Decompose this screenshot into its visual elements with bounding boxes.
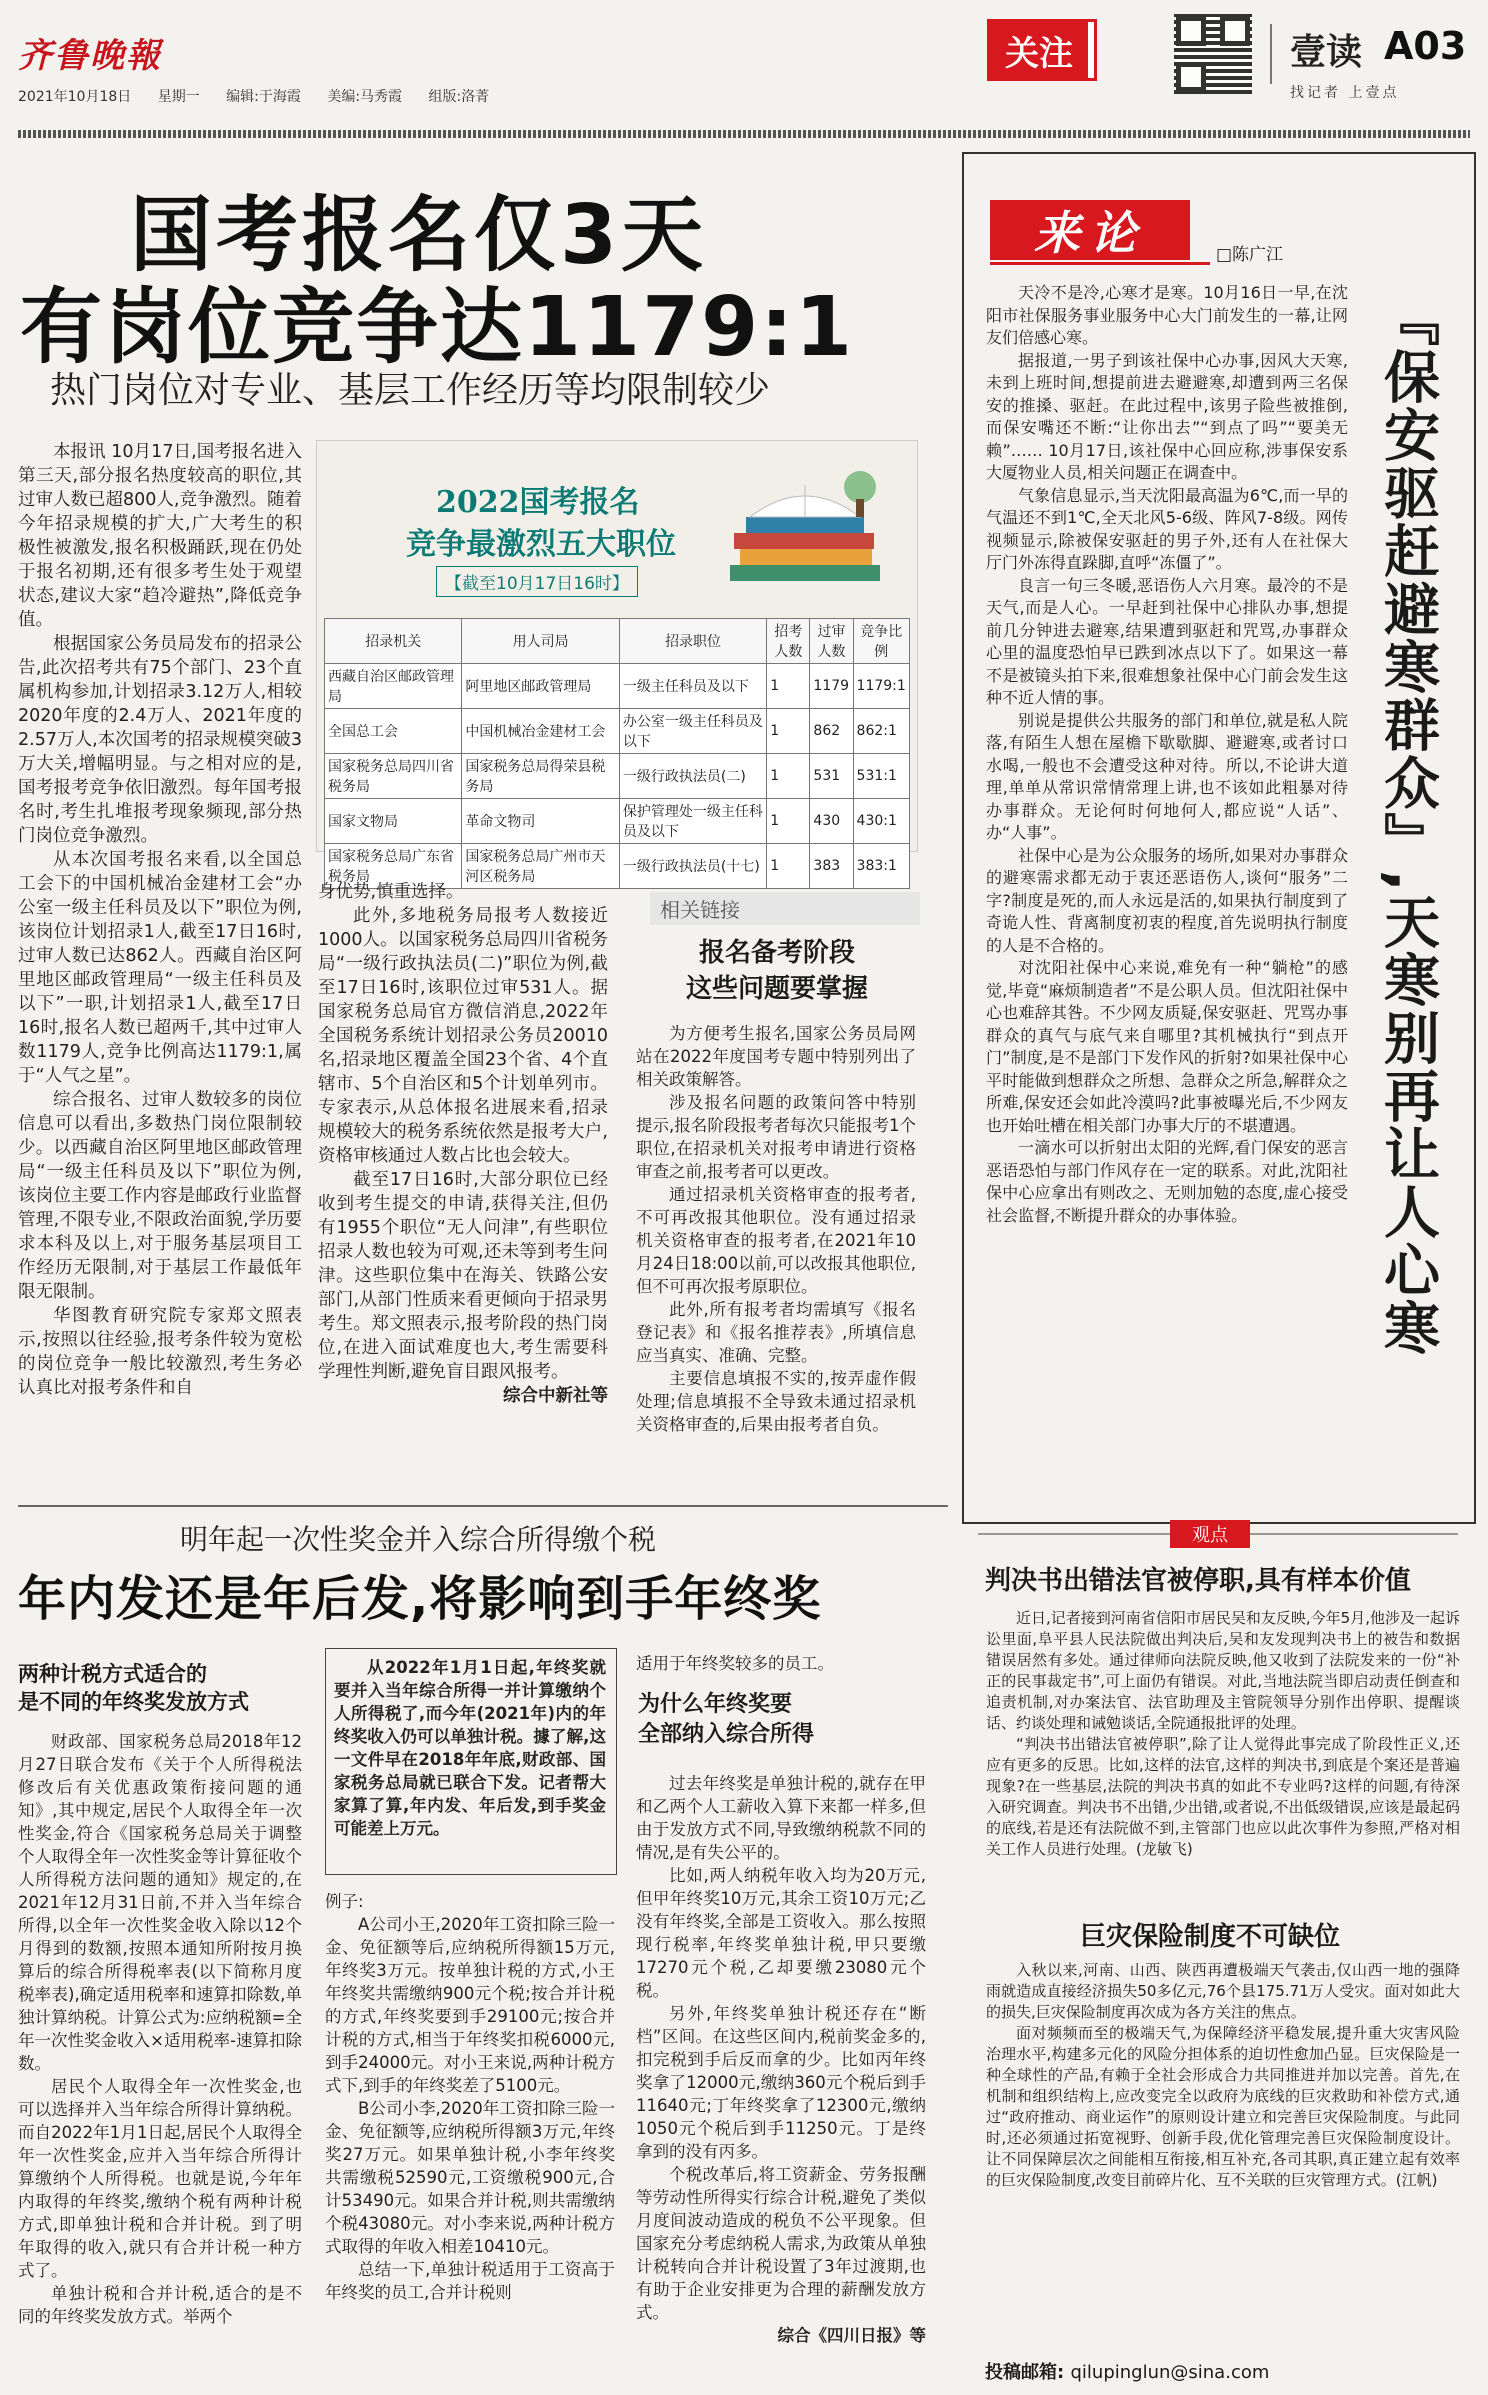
table-cell: 西藏自治区邮政管理局 bbox=[325, 664, 462, 709]
table-header: 招录职位 bbox=[619, 619, 766, 664]
email-label: 投稿邮箱: bbox=[985, 2362, 1065, 2383]
table-cell: 862 bbox=[810, 709, 853, 754]
story2-subhead-b bbox=[638, 1690, 814, 1750]
viewpoint-label: 观点 bbox=[1170, 1520, 1250, 1548]
paragraph: 从2022年1月1日起,年终奖就要并入当年综合所得一并计算缴纳个人所得税了,而今年(2021年)内的年终奖收入仍可以单独计税。據了解,这一文件早在2018年年底,财政部、国家税务总局就已联合下发。记者帮大家算了算,年内发、年后发,到手奖金可能差上万元。 bbox=[334, 1658, 606, 1838]
paragraph: 此外,所有报考者均需填写《报名登记表》和《报名推荐表》,所填信息应当真实、准确、完整。 bbox=[636, 1300, 916, 1365]
table-cell: 国家税务总局广州市天河区税务局 bbox=[462, 844, 619, 889]
paragraph: 为方便考生报名,国家公务员局网站在2022年度国考专题中特别列出了相关政策解答。 bbox=[636, 1024, 916, 1089]
story2-column-3 bbox=[636, 1772, 926, 2347]
opinion-label: 来论 bbox=[990, 200, 1190, 260]
table-cell: 1179:1 bbox=[853, 664, 909, 709]
header-rule bbox=[18, 130, 1470, 138]
table-cell: 阿里地区邮政管理局 bbox=[462, 664, 619, 709]
paragraph: 本报讯 10月17日,国考报名进入第三天,部分报名热度较高的职位,其过审人数已超800人,竞争激烈。随着今年招录规模的扩大,广大考生的积极性被激发,报名积极踊跃,现在仍处于报名初期,还有很多考生处于观望状态,建议大家“趋冷避热”,降低竞争值。 bbox=[18, 442, 302, 630]
card-title-line-2: 竞争最激烈五大职位 bbox=[406, 527, 676, 562]
paragraph: 截至17日16时,大部分职位已经收到考生提交的申请,获得关注,但仍有1955个职位“无人问津”,有些职位招录人数也较为可观,还未等到考生问津。这些职位集中在海关、铁路公安部门,从部门性质来看更倾向于招录男考生。郑文照表示,报考阶段的热门岗位,在进入面试难度也大,考生需要科学理性判断,避免盲目跟风报考。 bbox=[318, 1170, 608, 1382]
paragraph: 一滴水可以折射出太阳的光辉,看门保安的恶言恶语恐怕与部门作风存在一定的联系。对此,沈阳社保中心应拿出有则改之、无则加勉的态度,虚心接受社会监督,不断提升群众的办事体验。 bbox=[986, 1138, 1348, 1225]
table-cell: 1179 bbox=[810, 664, 853, 709]
table-cell: 保护管理处一级主任科员及以下 bbox=[619, 799, 766, 844]
lead-column-1 bbox=[18, 440, 302, 1400]
table-header: 过审人数 bbox=[810, 619, 853, 664]
table-header: 招考人数 bbox=[767, 619, 810, 664]
table-row bbox=[325, 754, 910, 799]
lead-column-2 bbox=[318, 880, 608, 1408]
opinion-headline: 『保安驱赶避寒群众』,天寒别再让人心寒 bbox=[1375, 290, 1440, 1358]
paragraph: A公司小王,2020年工资扣除三险一金、免征额等后,应纳税所得额15万元,年终奖3万元。按单独计税的方式,小王年终奖共需缴纳900元个税;按合并计税的方式,年终奖要到手29100元;按合并计税的方式,相当于年终奖扣税6000元,到手24000元。对小王来说,两种计税方式下,到手的年终奖差了5100元。 bbox=[325, 1915, 615, 2095]
lead-headline-2: 有岗位竞争达1179:1 bbox=[20, 280, 855, 375]
table-cell: 430 bbox=[810, 799, 853, 844]
submission-email bbox=[985, 2358, 1269, 2384]
table-cell: 国家税务总局广东省税务局 bbox=[325, 844, 462, 889]
paragraph: 另外,年终奖单独计税还存在“断档”区间。在这些区间内,税前奖金多的,扣完税到手后反而拿的少。比如丙年终奖拿了12000元,缴纳360元个税后到手11640元;丁年终奖拿了12300元,缴纳1050元个税后到手11250元。丁是终拿到的没有丙多。 bbox=[636, 2004, 926, 2161]
paragraph: 入秋以来,河南、山西、陕西再遭极端天气袭击,仅山西一地的强降雨就造成直接经济损失50多亿元,76个县175.71万人受灾。面对如此大的损失,巨灾保险制度再次成为各方关注的焦点。 bbox=[986, 1961, 1460, 2021]
art-editor-credit: 美编:马秀霞 bbox=[327, 89, 403, 105]
paragraph: 单独计税和合并计税,适合的是不同的年终奖发放方式。举两个 bbox=[18, 2284, 302, 2326]
viewpoint-2-body bbox=[986, 1960, 1460, 2191]
related-title-line-2: 这些问题要掌握 bbox=[685, 974, 868, 1004]
table-cell: 383:1 bbox=[853, 844, 909, 889]
source-credit: 综合《四川日报》等 bbox=[777, 2326, 926, 2345]
opinion-label-rule bbox=[990, 262, 1210, 265]
opinion-author: □陈广江 bbox=[1216, 245, 1284, 265]
paragraph: 气象信息显示,当天沈阳最高温为6℃,而一早的气温还不到1℃,全天北风5-6级、阵风7-8级。网传视频显示,除被保安驱赶的男子外,还有人在社保大厅门外冻得直跺脚,直呼“冻僵了”。 bbox=[986, 485, 1348, 572]
table-cell: 1 bbox=[767, 709, 810, 754]
issue-date: 2021年10月18日 bbox=[18, 89, 132, 105]
paragraph: 过去年终奖是单独计税的,就存在甲和乙两个人工薪收入算下来都一样多,但由于发放方式不同,导致缴纳税款不同的情况,是有失公平的。 bbox=[636, 1774, 926, 1862]
books-icon bbox=[710, 455, 900, 605]
viewpoint-2-title: 巨灾保险制度不可缺位 bbox=[1080, 1922, 1341, 1952]
related-title-line-1: 报名备考阶段 bbox=[698, 938, 855, 968]
paragraph: 综合报名、过审人数较多的岗位信息可以看出,多数热门岗位限制较少。以西藏自治区阿里地区邮政管理局“一级主任科员及以下”职位为例,该岗位主要工作内容是邮政行业监督管理,不限专业,不限政治面貌,学历要求本科及以上,对于服务基层项目工作经历无限制,对于基层工作最低年限无限制。 bbox=[18, 1090, 302, 1302]
proof-credit: 组版:洛菁 bbox=[428, 89, 490, 105]
table-row bbox=[325, 709, 910, 754]
email-address[interactable]: qilupinglun@sina.com bbox=[1070, 2362, 1270, 2383]
paragraph: 个税改革后,将工资薪金、劳务报酬等劳动性所得实行综合计税,避免了类似月度间波动造成的税负不公平现象。但国家充分考虑纳税人需求,为政策从单独计税转向合并计税设置了3年过渡期,也有助于企业安排更为合理的薪酬发放方式。 bbox=[636, 2165, 926, 2322]
table-header: 用人司局 bbox=[462, 619, 619, 664]
viewpoint-1-body bbox=[986, 1608, 1460, 1860]
table-cell: 革命文物司 bbox=[462, 799, 619, 844]
paragraph: 别说是提供公共服务的部门和单位,就是私人院落,有陌生人想在屋檐下歇歇脚、避避寒,或者讨口水喝,一般也不会遭受这种对待。所以,不论讲大道理,单单从常识常情常理上讲,也不该如此粗暴对待办事群众。无论何时何地何人,都应说“人话”、办“人事”。 bbox=[986, 710, 1348, 842]
paragraph: 比如,两人纳税年收入均为20万元,但甲年终奖10万元,其余工资10万元;乙没有年终奖,全部是工资收入。那么按照现行税率,年终奖单独计税,甲只要缴17270元个税,乙却要缴23080元个税。 bbox=[636, 1866, 926, 2000]
qr-code bbox=[1174, 14, 1252, 94]
paragraph: 总结一下,单独计税适用于工资高于年终奖的员工,合并计税则 bbox=[325, 2260, 615, 2302]
table-cell: 中国机械冶金建材工会 bbox=[462, 709, 619, 754]
subhead-line: 为什么年终奖要 bbox=[638, 1692, 793, 1717]
paragraph: 据报道,一男子到该社保中心办事,因风大天寒,未到上班时间,想提前进去避避寒,却遭到两三名保安的推搡、驱赶。在此过程中,该男子险些被推倒,而保安嘴还不断:“让你出去”“到点了吗”“要美无赖”…… 10月17日,该社保中心回应称,涉事保安系大厦物业人员,相关问题正在调查中。 bbox=[986, 350, 1348, 482]
story2-kicker: 明年起一次性奖金并入综合所得缴个税 bbox=[180, 1523, 657, 1556]
table-cell: 383 bbox=[810, 844, 853, 889]
competition-table bbox=[324, 618, 910, 889]
card-title-line-1: 2022国考报名 bbox=[436, 485, 640, 520]
table-cell: 一级行政执法员(二) bbox=[619, 754, 766, 799]
paragraph: 良言一句三冬暖,恶语伤人六月寒。最冷的不是天气,而是人心。一早赶到社保中心排队办事,想提前几分钟进去避寒,结果遭到驱赶和咒骂,办事群众心里的温度恐怕早已跌到冰点以下了。如果这一幕不是被镜头拍下来,很难想象社保中心门前会发生这种不近人情的事。 bbox=[986, 575, 1348, 707]
paragraph: 社保中心是为公众服务的场所,如果对办事群众的避寒需求都无动于衷还恶语伤人,谈何“服务”二字?制度是死的,而人永远是活的,如果执行制度到了奇诡人性、背离制度初衷的程度,首先说明执行制度的人是不合格的。 bbox=[986, 845, 1348, 955]
table-cell: 1 bbox=[767, 844, 810, 889]
header-divider bbox=[1270, 24, 1272, 84]
table-cell: 1 bbox=[767, 799, 810, 844]
story2-column-2 bbox=[325, 1890, 615, 2304]
story2-headline: 年内发还是年后发,将影响到手年终奖 bbox=[18, 1571, 822, 1627]
paragraph: 身优势,慎重选择。 bbox=[318, 882, 464, 902]
paragraph: 面对频频而至的极端天气,为保障经济平稳发展,提升重大灾害风险治理水平,构建多元化的风险分担体系的迫切性愈加凸显。巨灾保险是一种全球性的产品,有赖于全社会形成合力共同推进并加以完善。首先,在机制和组织结构上,应改变完全以政府为底线的巨灾救助和补偿方式,通过“政府推动、商业运作”的原则设计建立和完善巨灾保险制度。与此同时,还必须通过拓宽视野、创新手段,优化管理完善巨灾保险制度设计。让不同保障层次之间能相互衔接,相互补充,各司其职,真正建立起有效率的巨灾保险制度,改变目前碎片化、互不关联的巨灾管理方式。(江帆) bbox=[986, 2024, 1460, 2189]
paragraph: 对沈阳社保中心来说,难免有一种“躺枪”的感觉,毕竟“麻烦制造者”不是公职人员。但沈阳社保中心也难辞其咎。不少网友质疑,保安驱赶、咒骂办事群众的真气与底气来自哪里?其机械执行“到点开门”制度,是不是部门下发作风的折射?如果社保中心平时能做到想群众之所想、急群众之所急,解群众之所难,保安还会如此冷漠吗?此事被曝光后,不少网友也开始吐槽在相关部门办事大厅的不堪遭遇。 bbox=[986, 958, 1348, 1135]
lead-headline-1: 国考报名仅3天 bbox=[130, 188, 708, 283]
page-number: A03 bbox=[1384, 24, 1467, 68]
story2-subhead-a bbox=[18, 1660, 249, 1716]
table-header: 招录机关 bbox=[325, 619, 462, 664]
table-cell: 一级行政执法员(十七) bbox=[619, 844, 766, 889]
table-cell: 1 bbox=[767, 754, 810, 799]
reporter-line: 找记者 上壹点 bbox=[1290, 85, 1400, 101]
masthead-logo: 齐鲁晚報 bbox=[18, 36, 162, 76]
paragraph: “判决书出错法官被停职”,除了让人觉得此事完成了阶段性正义,还应有更多的反思。比如,这样的法官,这样的判决书,到底是个案还是普遍现象?在一些基层,法院的判决书真的如此不专业吗?这样的问题,有待深入研究调查。判决书不出错,少出错,或者说,不出低级错误,应该是最起码的底线,若是还有法院做不到,主管部门也应以此次事件为参照,严格对相关工作人员进行处理。(龙敏飞) bbox=[986, 1735, 1460, 1858]
paragraph: 华图教育研究院专家郑文照表示,按照以往经验,报考条件较为宽松的岗位竞争一般比较激烈,考生务必认真比对报考条件和自 bbox=[18, 1306, 302, 1398]
table-cell: 862:1 bbox=[853, 709, 909, 754]
table-cell: 一级主任科员及以下 bbox=[619, 664, 766, 709]
issue-weekday: 星期一 bbox=[157, 89, 200, 105]
subhead-line: 全部纳入综合所得 bbox=[638, 1722, 815, 1747]
editor-credit: 编辑:于海霞 bbox=[226, 89, 301, 105]
table-cell: 国家税务总局得荣县税务局 bbox=[462, 754, 619, 799]
paragraph: B公司小李,2020年工资扣除三险一金、免征额等,应纳税所得额3万元,年终奖27万元。如果单独计税,小李年终奖共需缴税52590元,工资缴税900元,合计53490元。如果合并计税,则共需缴纳个税43080元。对小李来说,两种计税方式取得的年收入相差10410元。 bbox=[325, 2099, 615, 2256]
source-credit: 综合中新社等 bbox=[503, 1386, 608, 1406]
paragraph: 适用于年终奖较多的员工。 bbox=[636, 1654, 834, 1673]
table-header: 竞争比例 bbox=[853, 619, 909, 664]
table-cell: 430:1 bbox=[853, 799, 909, 844]
paragraph: 居民个人取得全年一次性奖金,也可以选择并入当年综合所得计算纳税。而自2022年1月1日起,居民个人取得全年一次性奖金,应并入当年综合所得计算缴纳个人所得税。也就是说,今年年内取得的年终奖,缴纳个税有两种计税方式,即单独计税和合并计税。到了明年取得的收入,就只有合并计税一种方式了。 bbox=[18, 2077, 302, 2280]
paragraph: 从本次国考报名来看,以全国总工会下的中国机械冶金建材工会“办公室一级主任科员及以下”职位为例,该岗位计划招录1人,截至17日16时,过审人数已达862人。西藏自治区阿里地区邮政管理局“一级主任科员及以下”一职,计划招录1人,截至17日16时,报名人数已超两千,其中过审人数1179人,竞争比例高达1179:1,属于“人气之星”。 bbox=[18, 850, 302, 1086]
table-cell: 国家税务总局四川省税务局 bbox=[325, 754, 462, 799]
paragraph: 根据国家公务员局发布的招录公告,此次招考共有75个部门、23个直属机构参加,计划招录3.12万人,相较2020年度的2.4万人、2021年度的2.57万人,本次国考的招录规模突破3万大关,增幅明显。与之相对应的是,国考报考竞争依旧激烈。每年国考报名时,考生扎堆报考现象频现,部分热门岗位竞争激烈。 bbox=[18, 634, 302, 846]
related-title bbox=[672, 935, 882, 1007]
paragraph: 此外,多地税务局报考人数接近1000人。以国家税务总局四川省税务局“一级行政执法员(二)”职位为例,截至17日16时,该职位过审531人。据国家税务总局官方微信消息,2022年全国税务系统计划招录公务员20010名,招录地区覆盖全国23个省、4个直辖市、5个自治区和5个计划单列市。专家表示,从总体报名进展来看,招录规模较大的税务系统依然是报考大户,资格审核通过人数占比也会较大。 bbox=[318, 906, 608, 1166]
related-label: 相关链接 bbox=[650, 892, 920, 925]
card-title bbox=[406, 482, 676, 566]
opinion-body bbox=[986, 282, 1348, 1227]
related-body bbox=[636, 1022, 916, 1436]
table-cell: 全国总工会 bbox=[325, 709, 462, 754]
dateline bbox=[18, 86, 507, 106]
section-tag: 关注 bbox=[990, 22, 1094, 78]
subhead-line: 两种计税方式适合的 bbox=[18, 1662, 207, 1686]
paragraph: 涉及报名问题的政策问答中特别提示,报名阶段报考者每次只能报考1个职位,在招录机关对报考申请进行资格审查之前,报考者可以更改。 bbox=[636, 1093, 916, 1181]
table-cell: 531:1 bbox=[853, 754, 909, 799]
paragraph: 天冷不是冷,心寒才是寒。10月16日一早,在沈阳市社保服务事业服务中心大门前发生的一幕,让网友们倍感心寒。 bbox=[986, 283, 1348, 347]
section-name: 壹读 bbox=[1290, 32, 1363, 73]
story2-summary bbox=[334, 1656, 606, 1840]
paragraph: 通过招录机关资格审查的报考者,不可再改报其他职位。没有通过招录机关资格审查的报考者,在2021年10月24日18:00以前,可以改报其他职位,但不可再次报考原职位。 bbox=[636, 1185, 916, 1296]
table-cell: 国家文物局 bbox=[325, 799, 462, 844]
table-cell: 1 bbox=[767, 664, 810, 709]
story2-column-1 bbox=[18, 1730, 302, 2328]
paragraph: 例子: bbox=[325, 1892, 364, 1911]
lead-subhead: 热门岗位对专业、基层工作经历等均限制较少 bbox=[50, 370, 771, 411]
paragraph: 财政部、国家税务总局2018年12月27日联合发布《关于个人所得税法修改后有关优惠政策衔接问题的通知》,其中规定,居民个人取得全年一次性奖金,符合《国家税务总局关于调整个人取得全年一次性奖金等计算征收个人所得税方法问题的通知》规定的,在2021年12月31日前,不并入当年综合所得,以全年一次性奖金收入除以12个月得到的数额,按照本通知所附按月换算后的综合所得税率表(以下简称月度税率表),确定适用税率和速算扣除数,单独计算纳税。计算公式为:应纳税额=全年一次性奖金收入×适用税率-速算扣除数。 bbox=[18, 1732, 302, 2073]
table-header-row bbox=[325, 619, 910, 664]
subhead-line: 是不同的年终奖发放方式 bbox=[18, 1690, 249, 1714]
table-cell: 办公室一级主任科员及以下 bbox=[619, 709, 766, 754]
viewpoint-1-title: 判决书出错法官被停职,具有样本价值 bbox=[985, 1566, 1411, 1596]
table-row bbox=[325, 799, 910, 844]
story-separator bbox=[18, 1505, 948, 1507]
paragraph: 主要信息填报不实的,按弄虚作假处理;信息填报不全导致未通过招录机关资格审查的,后果由报考者自负。 bbox=[636, 1369, 916, 1434]
card-note: 【截至10月17日16时】 bbox=[436, 566, 638, 597]
table-cell: 531 bbox=[810, 754, 853, 799]
table-row bbox=[325, 664, 910, 709]
paragraph: 近日,记者接到河南省信阳市居民吴和友反映,今年5月,他涉及一起诉讼里面,阜平县人民法院做出判决后,吴和友发现判决书上的被告和数据错误居然有多处。通过律师向法院反映,他又收到了法院发来的一份“补正的民事裁定书”,可上面仍有错误。对此,当地法院当即启动责任倒查和追责机制,对办案法官、法官助理及主管院领导分别作出停职、提醒谈话、约谈处理和诫勉谈话,全院通报批评的处理。 bbox=[986, 1609, 1460, 1732]
story2-column-3-top bbox=[636, 1652, 926, 1675]
